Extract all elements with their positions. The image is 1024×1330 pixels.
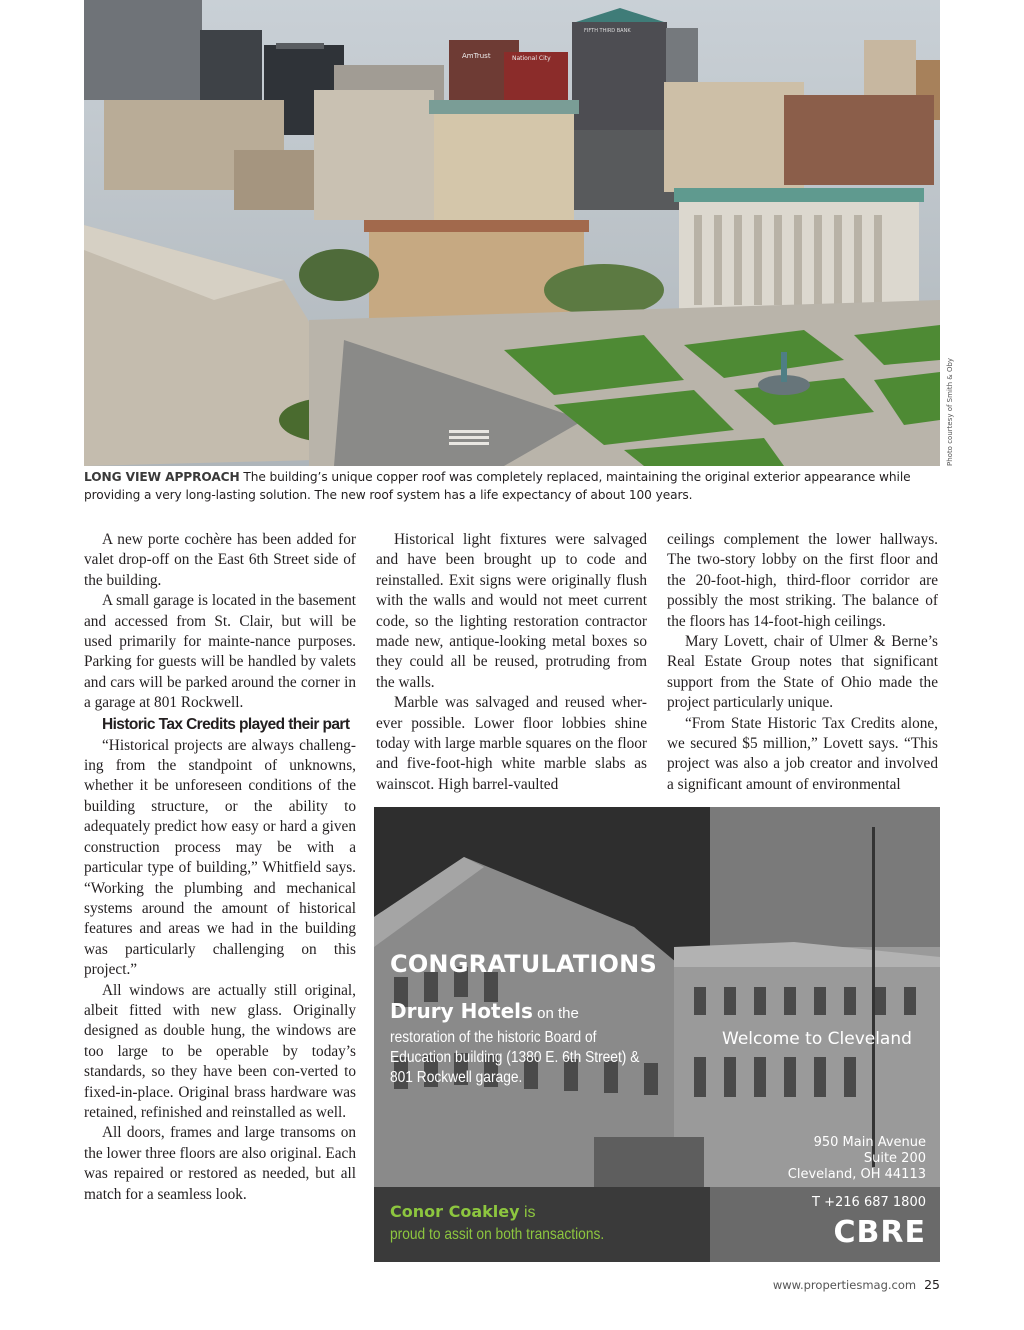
- paragraph: Marble was salvaged and reused wher-ever possible. Lower floor lobbies shine today with large marble squares on the floor and five-foot-high white marble slabs as wainscot. High barrel-vaulted: [376, 694, 647, 793]
- ad-address: [788, 1135, 926, 1183]
- drury-suffix: on the: [532, 1005, 579, 1022]
- svg-text:National City: National City: [512, 55, 551, 62]
- ad-agent: [390, 1202, 536, 1222]
- ad-headline: CONGRATULATIONS: [390, 950, 657, 978]
- ad-agent-line: proud to assit on both transactions.: [390, 1226, 605, 1243]
- paragraph: A small garage is located in the basement and accessed from St. Clair, but will be used primarily for mainte-nance purposes. Parking for guests will be handled by valets and cars will be parked around the corner in a garage at 801 Rockwell.: [84, 592, 356, 712]
- ad-drury: [390, 999, 579, 1023]
- paragraph: ceilings complement the lower hallways. The two-story lobby on the first floor and the 20-foot-high, third-floor corridor are possibly the most striking. The balance of the floors has 14-foot-high ceilings.: [667, 531, 938, 630]
- cbre-logo: CBRE: [833, 1215, 926, 1250]
- agent-suffix: is: [519, 1204, 536, 1221]
- page-number: 25: [924, 1277, 940, 1292]
- section-subhead: Historic Tax Credits played their part: [102, 715, 350, 733]
- caption-lead: LONG VIEW APPROACH: [84, 470, 240, 484]
- paragraph: All doors, frames and large transoms on the lower three floors are also original. Each was repaired or restored as needed, but all match for a seamless look.: [84, 1124, 356, 1203]
- aerial-city-illustration: [84, 0, 940, 466]
- photo-caption: [84, 468, 946, 504]
- photo-credit: [946, 357, 960, 466]
- svg-text:AmTrust: AmTrust: [462, 52, 491, 60]
- paragraph: Historical light fixtures were salvaged and have been brought up to code and reinstalled. Exit signs were originally flush with the walls and would not meet current code, so the lighting restoration contractor made new, antique-looking metal boxes so they could all be reused, protruding from the walls.: [376, 531, 647, 691]
- paragraph: “Historical projects are always challeng-ing from the standpoint of unknowns, whether it be unforeseen conditions of the building structure, or the ability to adequately predict how easy or hard a given construction process may be with a particular type of building,” Whitfield says. “Working the plumbing and mechanical systems around the amount of historical features and areas we had in the building was particularly challenging on this project.”: [84, 736, 356, 979]
- fifth-third-tower: [572, 22, 667, 142]
- courthouse-building: [314, 90, 434, 220]
- paragraph: Mary Lovett, chair of Ulmer & Berne’s Real Estate Group notes that significant support from the State of Ohio made the project particularly unique.: [667, 633, 938, 712]
- ad-phone: T +216 687 1800: [812, 1195, 926, 1210]
- hero-photo: [84, 0, 940, 466]
- caption-text: The building’s unique copper roof was completely replaced, maintaining the original exterior appearance while providing a very long-lasting solution. The new roof system has a life expectancy of about 100 years.: [84, 470, 911, 502]
- ad-welcome: Welcome to Cleveland: [722, 1029, 912, 1049]
- svg-text:FIFTH THIRD BANK: FIFTH THIRD BANK: [584, 28, 631, 34]
- article-column-2: [376, 530, 647, 795]
- footer-url[interactable]: www.propertiesmag.com: [772, 1278, 917, 1292]
- flagpole: [872, 827, 875, 1167]
- cbre-advertisement: [374, 807, 940, 1262]
- article-column-1: [84, 530, 356, 1205]
- address-line: 950 Main Avenue: [813, 1135, 926, 1150]
- ad-restoration-text: restoration of the historic Board of Education building (1380 E. 6th Street) & 801 Rockwell garage.: [390, 1029, 640, 1086]
- drury-name: Drury Hotels: [390, 999, 533, 1023]
- address-line: Suite 200: [863, 1151, 926, 1166]
- paragraph: A new porte cochère has been added for valet drop-off on the East 6th Street side of the building.: [84, 531, 356, 589]
- photo-credit-text: Photo courtesy of Smith & Oby: [946, 357, 954, 466]
- address-line: Cleveland, OH 44113: [787, 1167, 926, 1182]
- tower-left: [84, 0, 202, 100]
- agent-name: Conor Coakley: [390, 1202, 520, 1221]
- page-footer: [773, 1277, 940, 1292]
- board-of-education-building: [369, 225, 584, 325]
- paragraph: “From State Historic Tax Credits alone, we secured $5 million,” Lovett says. “This project was also a job creator and involved a significant amount of environmental: [667, 714, 938, 793]
- paragraph: All windows are actually still original, albeit fitted with new glass. Originally designed as double hung, the windows are too large to be operable by today’s standards, so they have been con-verted to fixed-in-place. Original brass hardware was retained, refinished and reinstalled as well.: [84, 981, 356, 1121]
- article-column-3: [667, 530, 938, 795]
